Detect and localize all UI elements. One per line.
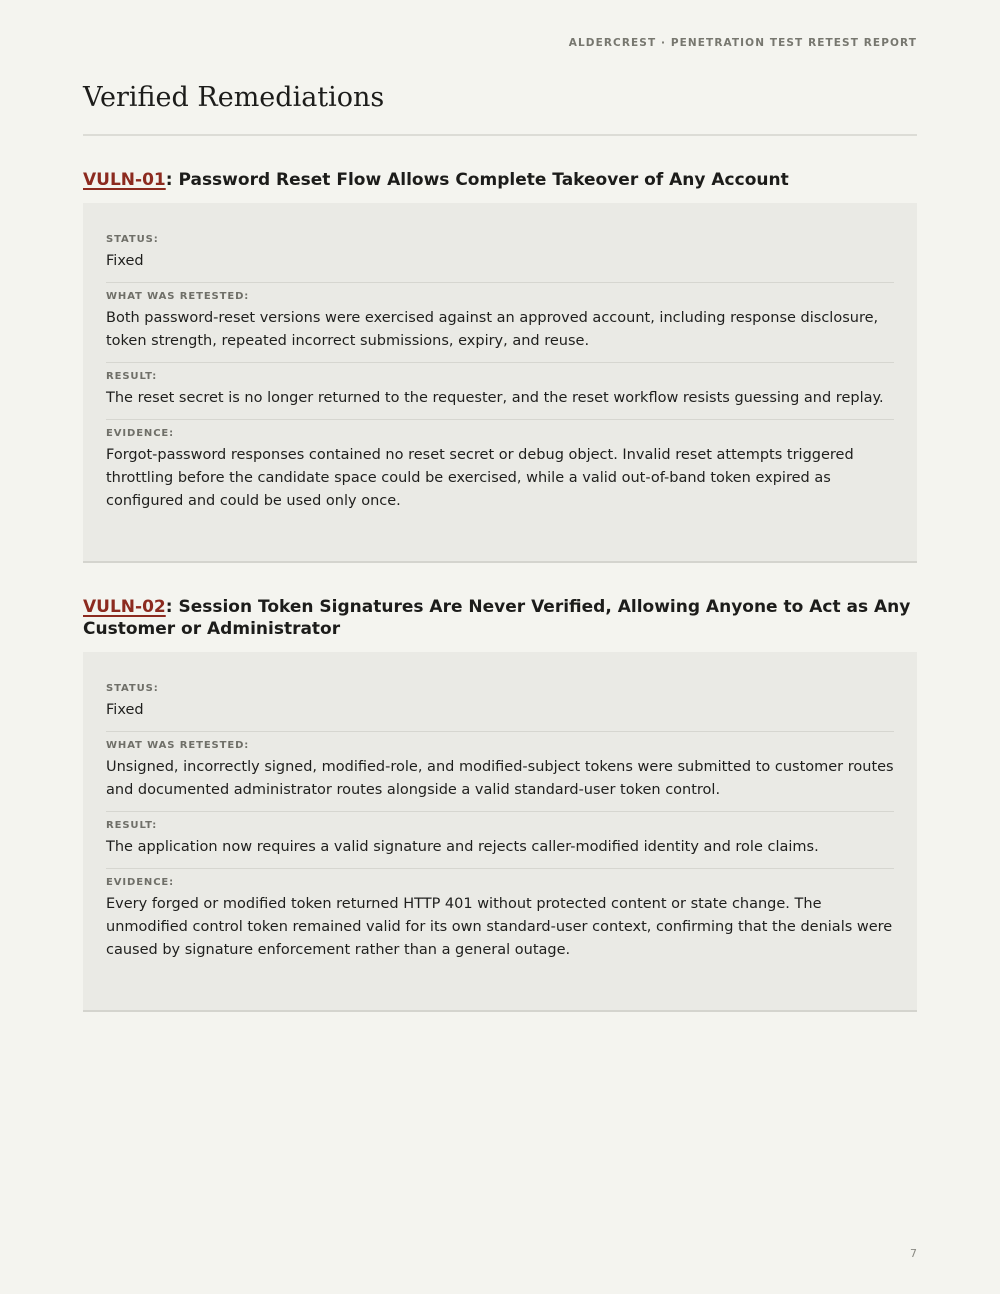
status-value: Fixed	[106, 702, 144, 718]
finding-card-vuln-02	[83, 652, 917, 1012]
vuln-id-link[interactable]: VULN-01	[83, 170, 166, 190]
retested-field	[106, 283, 894, 363]
page-title: Verified Remediations	[83, 82, 385, 113]
evidence-field	[106, 869, 894, 962]
retested-label: WHAT WAS RETESTED:	[106, 740, 250, 751]
evidence-label: EVIDENCE:	[106, 428, 175, 439]
finding-heading-vuln-01	[83, 169, 917, 191]
result-field	[106, 363, 894, 420]
retested-value: Both password-reset versions were exercised against an approved account, including response disclosure, token strength, repeated incorrect submissions, expiry, and reuse.	[106, 310, 879, 349]
status-value: Fixed	[106, 253, 144, 269]
evidence-field	[106, 420, 894, 513]
finding-title: Password Reset Flow Allows Complete Takeover of Any Account	[178, 170, 789, 190]
result-label: RESULT:	[106, 371, 158, 382]
retested-label: WHAT WAS RETESTED:	[106, 291, 250, 302]
heading-separator: :	[165, 597, 173, 617]
evidence-value: Forgot-password responses contained no reset secret or debug object. Invalid reset attempts triggered throttling before the candidate space could be exercised, while a valid out-of-band token expired as configured and could be used only once.	[106, 447, 854, 509]
result-value: The application now requires a valid signature and rejects caller-modified identity and role claims.	[106, 839, 819, 855]
evidence-label: EVIDENCE:	[106, 877, 175, 888]
result-field	[106, 812, 894, 869]
finding-title: Session Token Signatures Are Never Verified, Allowing Anyone to Act as Any Customer or Administrator	[83, 597, 911, 639]
page-number: 7	[910, 1247, 917, 1260]
finding-card-vuln-01	[83, 203, 917, 563]
status-label: STATUS:	[106, 683, 159, 694]
status-field	[106, 227, 894, 283]
evidence-value: Every forged or modified token returned HTTP 401 without protected content or state change. The unmodified control token remained valid for its own standard-user context, confirming that the denials were caused by signature enforcement rather than a general outage.	[106, 896, 893, 958]
result-value: The reset secret is no longer returned to the requester, and the reset workflow resists guessing and replay.	[106, 390, 884, 406]
status-field	[106, 676, 894, 732]
retested-value: Unsigned, incorrectly signed, modified-role, and modified-subject tokens were submitted to customer routes and documented administrator routes alongside a valid standard-user token control.	[106, 759, 894, 798]
result-label: RESULT:	[106, 820, 158, 831]
vuln-id-link[interactable]: VULN-02	[83, 597, 166, 617]
heading-separator: :	[165, 170, 173, 190]
finding-heading-vuln-02	[83, 596, 917, 640]
title-divider	[83, 134, 917, 136]
status-label: STATUS:	[106, 234, 159, 245]
retested-field	[106, 732, 894, 812]
running-header: ALDERCREST · PENETRATION TEST RETEST REPORT	[568, 37, 917, 49]
